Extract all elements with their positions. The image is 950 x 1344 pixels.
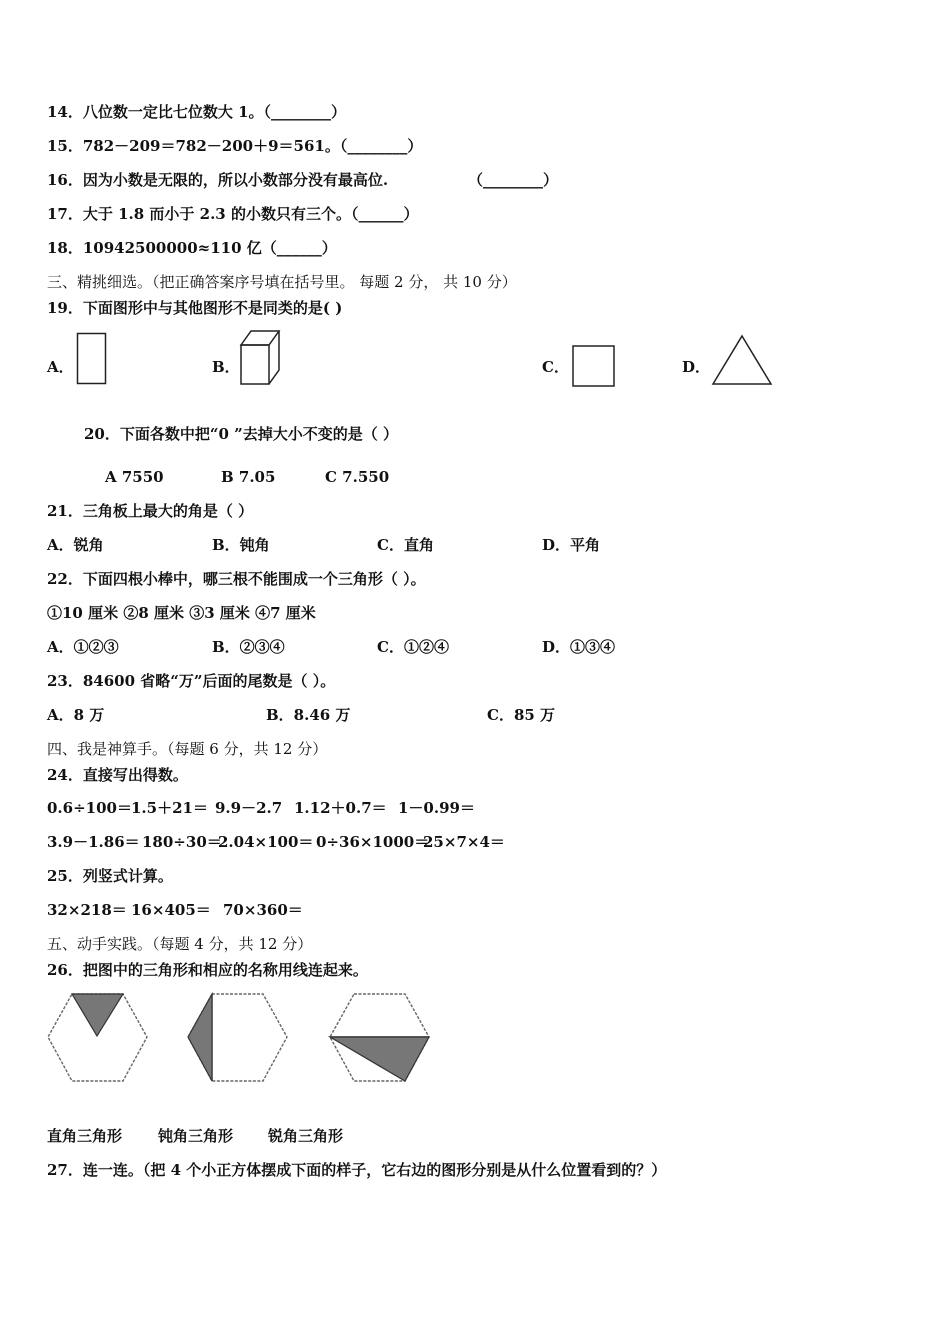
q22-option-d: D．①③④ <box>542 638 616 656</box>
hexagon-figure-2 <box>186 992 290 1084</box>
q26-name-right-triangle: 直角三角形 <box>47 1127 123 1145</box>
triangle-figure <box>710 333 774 387</box>
q22-option-a: A．①②③ <box>47 638 119 656</box>
q23-option-a: A．8 万 <box>47 706 105 724</box>
square-figure <box>571 344 617 388</box>
question-26-stem: 26．把图中的三角形和相应的名称用线连起来。 <box>47 961 368 979</box>
tall-rectangle-figure <box>76 332 108 386</box>
q19-option-b-label: B． <box>212 358 240 376</box>
q21-option-c: C．直角 <box>377 536 434 554</box>
q22-option-c: C．①②④ <box>377 638 449 656</box>
q19-option-c-label: C． <box>542 358 569 376</box>
hexagon-figure-3 <box>328 992 432 1084</box>
q24-row2-item: 180÷30＝ <box>142 833 222 851</box>
question-15: 15．782－209＝782－200＋9＝561。（________） <box>47 137 423 155</box>
q19-option-a-label: A． <box>47 358 74 376</box>
question-24-stem: 24．直接写出得数。 <box>47 766 188 784</box>
q22-option-b: B．②③④ <box>212 638 285 656</box>
hexagon-figure-1 <box>46 992 150 1084</box>
q20-option-a: A 7550 <box>105 468 164 486</box>
question-20-stem: 20．下面各数中把“0 ”去掉大小不变的是（ ） <box>84 425 399 443</box>
section-3-heading: 三、精挑细选。（把正确答案序号填在括号里。 每题 2 分， 共 10 分） <box>47 273 517 291</box>
q24-row1-item: 1－0.99＝ <box>398 799 475 817</box>
q25-item: 16×405＝ <box>131 901 211 919</box>
question-21-stem: 21．三角板上最大的角是（ ） <box>47 502 254 520</box>
q25-item: 70×360＝ <box>223 901 303 919</box>
question-16-blank: （________） <box>468 171 559 189</box>
q20-option-b: B 7.05 <box>221 468 276 486</box>
cuboid-figure <box>239 327 283 387</box>
question-17: 17．大于 1.8 而小于 2.3 的小数只有三个。（______） <box>47 205 419 223</box>
q23-option-c: C．85 万 <box>487 706 556 724</box>
q24-row2-item: 25×7×4＝ <box>423 833 505 851</box>
q21-option-b: B．钝角 <box>212 536 270 554</box>
q24-row2-item: 2.04×100＝ <box>218 833 314 851</box>
question-14: 14．八位数一定比七位数大 1。（________） <box>47 103 347 121</box>
question-19-stem: 19．下面图形中与其他图形不是同类的是( ) <box>47 299 343 317</box>
question-23-stem: 23．84600 省略“万”后面的尾数是（ ）。 <box>47 672 336 690</box>
q23-option-b: B．8.46 万 <box>266 706 351 724</box>
q24-row1-item: 1.12＋0.7＝ <box>294 799 387 817</box>
section-5-heading: 五、动手实践。（每题 4 分，共 12 分） <box>47 935 313 953</box>
q24-row2-item: 0÷36×1000＝ <box>316 833 430 851</box>
question-16: 16．因为小数是无限的，所以小数部分没有最高位. <box>47 171 389 189</box>
question-25-stem: 25．列竖式计算。 <box>47 867 173 885</box>
q22-stick-lengths: ①10 厘米 ②8 厘米 ③3 厘米 ④7 厘米 <box>47 604 316 622</box>
q19-option-d-label: D． <box>682 358 711 376</box>
q26-name-obtuse-triangle: 钝角三角形 <box>158 1127 234 1145</box>
question-22-stem: 22．下面四根小棒中，哪三根不能围成一个三角形（ ）。 <box>47 570 426 588</box>
q20-option-c: C 7.550 <box>325 468 390 486</box>
question-18: 18．10942500000≈110 亿（______） <box>47 239 337 257</box>
q24-row1-item: 1.5＋21＝ <box>131 799 208 817</box>
q24-row2-item: 3.9－1.86＝ <box>47 833 140 851</box>
q21-option-d: D．平角 <box>542 536 601 554</box>
q24-row1-item: 0.6÷100＝ <box>47 799 132 817</box>
q26-name-acute-triangle: 锐角三角形 <box>268 1127 344 1145</box>
question-27-stem: 27．连一连。（把 4 个小正方体摆成下面的样子，它右边的图形分别是从什么位置看到的？） <box>47 1161 667 1179</box>
q24-row1-item: 9.9－2.7 <box>215 799 283 817</box>
section-4-heading: 四、我是神算手。（每题 6 分，共 12 分） <box>47 740 328 758</box>
q21-option-a: A．锐角 <box>47 536 104 554</box>
q25-item: 32×218＝ <box>47 901 127 919</box>
